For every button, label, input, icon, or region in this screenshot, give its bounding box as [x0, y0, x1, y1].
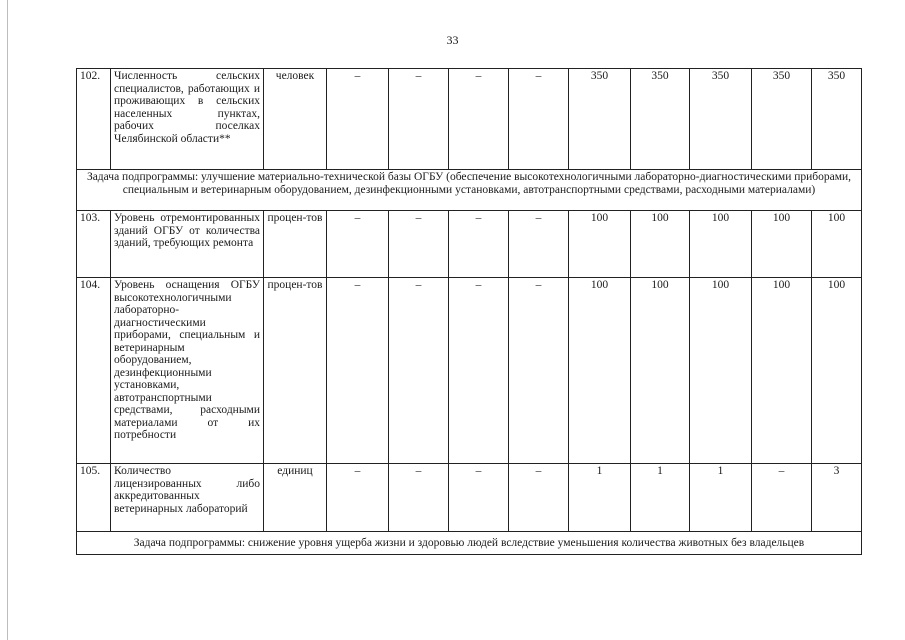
value-cell: 350 — [631, 69, 690, 170]
value-cell: 100 — [690, 211, 752, 278]
value-cell: 100 — [631, 211, 690, 278]
value-cell: – — [449, 69, 509, 170]
value-cell: – — [449, 211, 509, 278]
value-cell: 100 — [812, 211, 862, 278]
value-cell: 100 — [631, 278, 690, 464]
page-edge-line — [7, 0, 8, 640]
value-cell: 3 — [812, 464, 862, 532]
page-number: 33 — [446, 33, 459, 47]
task-row-material-base — [77, 170, 862, 211]
value-cell: – — [509, 211, 569, 278]
value-cell: 100 — [752, 278, 812, 464]
value-cell: 1 — [690, 464, 752, 532]
value-cell: – — [389, 211, 449, 278]
table-row-104 — [77, 278, 862, 464]
value-cell: – — [509, 278, 569, 464]
value-cell: – — [327, 278, 389, 464]
value-cell: 100 — [752, 211, 812, 278]
table-row-105 — [77, 464, 862, 532]
value-cell: – — [327, 69, 389, 170]
value-cell: – — [449, 278, 509, 464]
table-row-103 — [77, 211, 862, 278]
unit-cell: процен-тов — [264, 211, 327, 278]
value-cell: 100 — [569, 278, 631, 464]
value-cell: 350 — [752, 69, 812, 170]
value-cell: 350 — [690, 69, 752, 170]
unit-cell: процен-тов — [264, 278, 327, 464]
value-cell: – — [327, 464, 389, 532]
value-cell: – — [389, 69, 449, 170]
indicator-name: Численность сельских специалистов, работающих и проживающих в сельских населенных пунктах, рабочих поселках Челябинской области** — [111, 69, 264, 170]
value-cell: 100 — [569, 211, 631, 278]
indicator-name: Уровень отремонтированных зданий ОГБУ от количества зданий, требующих ремонта — [111, 211, 264, 278]
task-heading: Задача подпрограммы: улучшение материально-технической базы ОГБУ (обеспечение высокотехнологичными лабораторно-диагностическими приборами, специальным и ветеринарным оборудованием, дезинфекционными установками, автотранспортными средствами, расходными материалами) — [77, 170, 862, 211]
indicators-table — [76, 68, 862, 555]
row-number: 104. — [77, 278, 111, 464]
value-cell: 100 — [812, 278, 862, 464]
table-row-102 — [77, 69, 862, 170]
value-cell: – — [327, 211, 389, 278]
value-cell: – — [389, 464, 449, 532]
task-row-stray-animals — [77, 532, 862, 555]
value-cell: 100 — [690, 278, 752, 464]
value-cell: 350 — [569, 69, 631, 170]
value-cell: – — [449, 464, 509, 532]
value-cell: – — [752, 464, 812, 532]
unit-cell: единиц — [264, 464, 327, 532]
row-number: 105. — [77, 464, 111, 532]
value-cell: 1 — [631, 464, 690, 532]
unit-cell: человек — [264, 69, 327, 170]
value-cell: 1 — [569, 464, 631, 532]
indicator-name: Уровень оснащения ОГБУ высокотехнологичными лабораторно-диагностическими приборами, специальным и ветеринарным оборудованием, дезинфекционными установками, автотранспортными средствами, расходными материалами от их потребности — [111, 278, 264, 464]
row-number: 103. — [77, 211, 111, 278]
value-cell: 350 — [812, 69, 862, 170]
indicator-name: Количество лицензированных либо аккредитованных ветеринарных лабораторий — [111, 464, 264, 532]
value-cell: – — [389, 278, 449, 464]
task-heading: Задача подпрограммы: снижение уровня ущерба жизни и здоровью людей вследствие уменьшения количества животных без владельцев — [77, 532, 862, 555]
row-number: 102. — [77, 69, 111, 170]
value-cell: – — [509, 464, 569, 532]
value-cell: – — [509, 69, 569, 170]
